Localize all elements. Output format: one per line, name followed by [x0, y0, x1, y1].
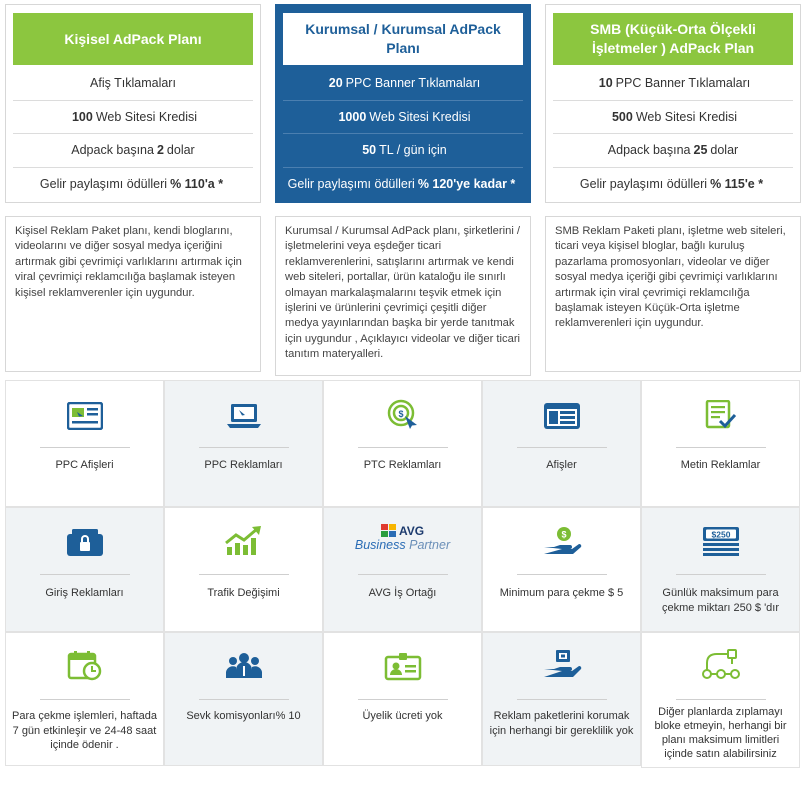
feature-no-adpack-requirement [482, 632, 641, 766]
plan-feature-row: 100 Web Sitesi Kredisi [13, 101, 253, 135]
feature-text-ads [641, 380, 800, 507]
plan-feature-row: 50 TL / gün için [283, 134, 523, 168]
plan-feature-row: Gelir paylaşımı ödülleri % 115'e * [579, 177, 764, 192]
feature-avg-partner [323, 507, 482, 632]
plan-feature-row: 500 Web Sitesi Kredisi [553, 101, 793, 135]
feature-label: Para çekme işlemleri, haftada 7 gün etkinleşir ve 24-48 saat içinde ödenir . [12, 710, 157, 751]
plan-card-smb [545, 4, 801, 203]
browser-window-icon [542, 398, 582, 434]
svg-text:$: $ [560, 529, 567, 540]
feature-label: Reklam paketlerini korumak için herhangi bir gereklilik yok [489, 710, 634, 737]
lock-folder-icon [65, 525, 105, 561]
feature-no-membership-fee [323, 632, 482, 766]
feature-label: PPC Reklamları [204, 459, 283, 471]
feature-label: Diğer planlarda zıplamayı bloke etmeyin, herhangi bir planı maksimum limitleri içinde satın alabilirsiniz [654, 706, 787, 760]
plan-feature-row: Gelir paylaşımı ödülleri % 120'ye kadar * [287, 177, 516, 192]
hand-coin-icon [542, 523, 582, 559]
plan-title: Kurumsal / Kurumsal AdPack Planı [283, 13, 523, 65]
feature-label: Sevk komisyonları% 10 [186, 710, 301, 722]
feature-label: Metin Reklamlar [680, 459, 761, 471]
plan-feature-row: 10 PPC Banner Tıklamaları [553, 67, 793, 101]
plan-feature-row: Adpack başına 25 dolar [553, 134, 793, 168]
plan-feature-row: Gelir paylaşımı ödülleri % 110'a * [39, 177, 224, 192]
ppc-banner-icon [65, 398, 105, 434]
laptop-icon [224, 398, 264, 434]
feature-traffic-exchange [164, 507, 323, 632]
plan-feature-row: 20 PPC Banner Tıklamaları [283, 67, 523, 101]
feature-ppc-ads [164, 380, 323, 507]
feature-referral-commission [164, 632, 323, 766]
flow-chart-icon [701, 647, 741, 683]
plan-description-corporate: Kurumsal / Kurumsal AdPack planı, şirketlerini / işletmelerini veya eşdeğer ticari reklamverenlerini, satışlarını artırmak ve kendi web siteleri, portallar, ürün kataloğu ile sınırlı olmayan markalaşmalarını teşvik etmek için işlerini ve ürünlerini çevrimiçi çeşitli diğer medya yayınlarından başka bir yerde tanıtmak için uygundur , Açıklayıcı videolar ve diğer ticari tanıtım materyalleri. [275, 216, 531, 376]
feature-label: Giriş Reklamları [45, 587, 124, 599]
team-icon [224, 648, 264, 684]
feature-label: Trafik Değişimi [207, 587, 280, 599]
feature-ptc-ads [323, 380, 482, 507]
svg-text:$250: $250 [711, 529, 730, 540]
feature-label: Günlük maksimum para çekme miktarı 250 $ 'dır [661, 587, 780, 614]
feature-min-withdrawal [482, 507, 641, 632]
avg-logo: AVG Business Partner [354, 524, 451, 552]
feature-label: Afişler [546, 459, 577, 471]
plan-title: Kişisel AdPack Planı [13, 13, 253, 65]
hand-shield-icon [542, 647, 582, 683]
svg-text:$: $ [397, 409, 404, 419]
feature-label: Üyelik ücreti yok [362, 710, 443, 722]
feature-label: AVG İş Ortağı [368, 587, 437, 599]
feature-grid [5, 380, 801, 768]
click-target-icon [383, 396, 423, 432]
feature-banners [482, 380, 641, 507]
plan-title: SMB (Küçük-Orta Ölçekli İşletmeler ) AdPack Plan [553, 13, 793, 65]
cash-250-icon [701, 523, 741, 559]
feature-daily-max-withdrawal [641, 507, 800, 632]
plan-feature-row: Adpack başına 2 dolar [13, 134, 253, 168]
feature-label: Minimum para çekme $ 5 [499, 587, 624, 599]
feature-no-plan-jump-block [641, 632, 800, 768]
feature-withdrawal-schedule [5, 632, 164, 766]
feature-ppc-banners [5, 380, 164, 507]
feature-login-ads [5, 507, 164, 632]
plan-feature-row: Afiş Tıklamaları [13, 67, 253, 101]
plan-card-personal [5, 4, 261, 203]
plan-card-corporate [275, 4, 531, 203]
plan-feature-row: 1000 Web Sitesi Kredisi [283, 101, 523, 135]
clock-calendar-icon [65, 648, 105, 684]
plan-description-smb: SMB Reklam Paketi planı, işletme web siteleri, ticari veya kişisel bloglar, bağlı kuruluş pazarlama promosyonları, videolar ve diğer sosyal medya içeriği gibi çevrimiçi varlıklarını artırmak için viral çevrimiçi reklamcılığa başlamak isteyen Küçük-Orta işletme reklamverenleri için uygundur. [545, 216, 801, 372]
plan-description-personal: Kişisel Reklam Paket planı, kendi bloglarını, videolarını ve diğer sosyal medya içeriğini artırmak gibi çevrimiçi varlıklarını artırmak için viral çevrimiçi reklamcılığa başlamak isteyen kişisel reklamverenler için uygundur. [5, 216, 261, 372]
growth-chart-icon [224, 523, 264, 559]
feature-label: PPC Afişleri [55, 459, 114, 471]
id-card-icon [383, 649, 423, 685]
text-document-check-icon [701, 397, 741, 433]
feature-label: PTC Reklamları [363, 459, 442, 471]
